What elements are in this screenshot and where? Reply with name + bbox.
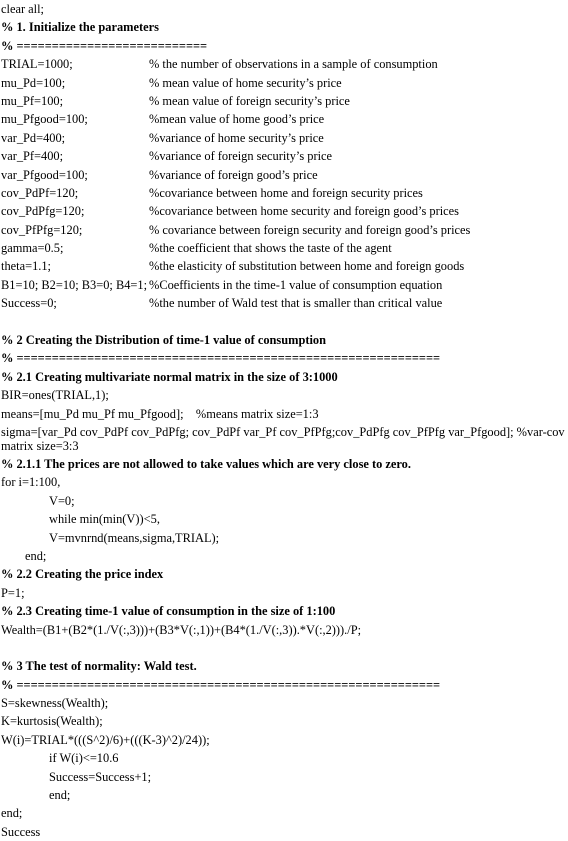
section-3-rule: % ============================================================ (1, 677, 441, 692)
param-comment: % the number of observations in a sample of consumption (149, 57, 438, 72)
param-code: cov_PdPfg=120; (1, 204, 85, 219)
param-code: mu_Pf=100; (1, 93, 64, 108)
param-code: Success=0; (1, 296, 57, 311)
code-line-wealth: Wealth=(B1+(B2*(1./V(:,3)))+(B3*V(:,1))+(B4*(1./V(:,3)).*V(:,2)))./P; (1, 622, 362, 637)
param-line (1, 55, 567, 73)
param-line (1, 202, 567, 220)
section-2-3-heading: % 2.3 Creating time-1 value of consumption in the size of 1:100 (1, 604, 336, 619)
param-line (1, 239, 567, 257)
param-code: mu_Pd=100; (1, 75, 66, 90)
section-2-heading: % 2 Creating the Distribution of time-1 value of consumption (1, 333, 327, 348)
section-1-heading: % 1. Initialize the parameters (1, 20, 159, 35)
code-line-while: while min(min(V))<5, (49, 512, 160, 527)
param-line (1, 276, 567, 294)
param-comment: %variance of foreign security’s price (149, 149, 333, 164)
param-code: mu_Pfgood=100; (1, 112, 88, 127)
param-line (1, 221, 567, 239)
param-code: var_Pd=400; (1, 130, 66, 145)
section-2-rule: % ============================================================ (1, 351, 441, 366)
code-line-for: for i=1:100, (1, 475, 61, 490)
param-line (1, 129, 567, 147)
param-comment: % mean value of home security’s price (149, 75, 342, 90)
param-line (1, 294, 567, 312)
code-line-if: if W(i)<=10.6 (49, 751, 119, 766)
code-line-clear: clear all; (1, 2, 44, 16)
code-line-success-increment: Success=Success+1; (49, 769, 152, 784)
param-comment: % mean value of foreign security’s price (149, 93, 350, 108)
code-line-end-if: end; (49, 788, 71, 803)
param-code: var_Pfgood=100; (1, 167, 88, 182)
code-line-means: means=[mu_Pd mu_Pf mu_Pfgood]; %means matrix size=1:3 (1, 406, 319, 421)
param-line (1, 147, 567, 165)
param-code: cov_PfPfg=120; (1, 222, 83, 237)
matlab-code-document (1, 0, 567, 841)
param-line (1, 110, 567, 128)
param-line (1, 184, 567, 202)
param-comment: %covariance between home and foreign security prices (149, 185, 423, 200)
param-line (1, 92, 567, 110)
param-code: var_Pf=400; (1, 149, 64, 164)
code-line-success: Success (1, 824, 41, 839)
code-line-mvnrnd: V=mvnrnd(means,sigma,TRIAL); (49, 530, 220, 545)
section-2-2-heading: % 2.2 Creating the price index (1, 567, 164, 582)
param-comment: %the elasticity of substitution between home and foreign goods (149, 259, 465, 274)
section-3-heading: % 3 The test of normality: Wald test. (1, 659, 197, 674)
param-comment: %the coefficient that shows the taste of the agent (149, 241, 392, 256)
param-comment: %mean value of home good’s price (149, 112, 325, 127)
param-comment: % covariance between foreign security and foreign good’s prices (149, 222, 471, 237)
param-comment: %covariance between home security and foreign good’s prices (149, 204, 459, 219)
code-line-sigma: sigma=[var_Pd cov_PdPf cov_PdPfg; cov_PdPf var_Pf cov_PfPfg;cov_PdPfg cov_PfPfg var_Pfgood]; %var-cov matrix size=3:3 (1, 424, 565, 453)
param-line (1, 74, 567, 92)
param-code: theta=1.1; (1, 259, 51, 274)
code-line-kurtosis: K=kurtosis(Wealth); (1, 714, 103, 729)
code-line-end: end; (25, 548, 47, 563)
blank-line (1, 313, 567, 331)
param-code: gamma=0.5; (1, 241, 64, 256)
code-line-skewness: S=skewness(Wealth); (1, 696, 109, 711)
section-2-1-heading: % 2.1 Creating multivariate normal matrix in the size of 3:1000 (1, 369, 338, 384)
param-comment: %variance of home security’s price (149, 130, 324, 145)
param-comment: %the number of Wald test that is smaller than critical value (149, 296, 443, 311)
section-1-rule: % =========================== (1, 38, 208, 53)
param-comment: %Coefficients in the time-1 value of consumption equation (149, 277, 443, 292)
param-line (1, 166, 567, 184)
code-line-bir: BIR=ones(TRIAL,1); (1, 388, 109, 403)
param-code: B1=10; B2=10; B3=0; B4=1; (1, 277, 148, 292)
code-line-v-init: V=0; (49, 493, 75, 508)
param-code: TRIAL=1000; (1, 57, 73, 72)
section-2-1-1-heading: % 2.1.1 The prices are not allowed to take values which are very close to zero. (1, 456, 411, 471)
code-line-wald: W(i)=TRIAL*(((S^2)/6)+(((K-3)^2)/24)); (1, 732, 210, 747)
param-comment: %variance of foreign good’s price (149, 167, 318, 182)
code-line-end-for: end; (1, 806, 23, 821)
param-line (1, 257, 567, 275)
code-line-price-index: P=1; (1, 585, 25, 600)
param-code: cov_PdPf=120; (1, 185, 79, 200)
blank-line (1, 639, 567, 657)
